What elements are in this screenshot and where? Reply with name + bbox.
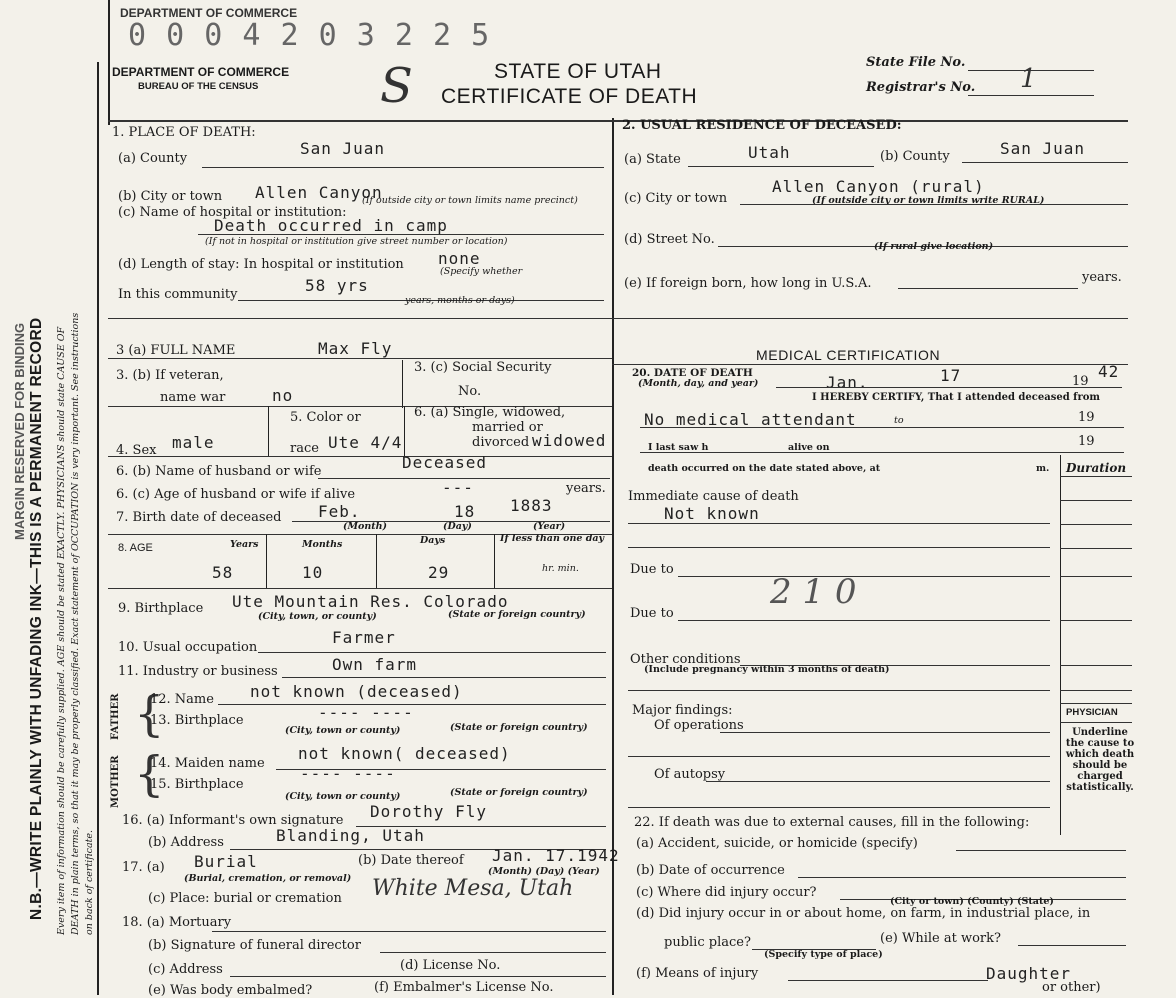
dod-note: (Month, day, and year) — [638, 378, 759, 389]
marital-label-3: divorced — [472, 435, 530, 450]
burial-value: Burial — [194, 852, 258, 871]
handwritten-code: 2 1 0 — [770, 572, 857, 612]
industry-label: 11. Industry or business — [118, 664, 278, 679]
veteran-label: 3. (b) If veteran, — [116, 368, 224, 383]
mortuary-label: 18. (a) Mortuary — [122, 915, 232, 930]
mother-birthplace-value: ---- ---- — [300, 764, 396, 783]
dod-day: 17 — [940, 366, 962, 385]
res-street-note: (If rural give location) — [874, 241, 994, 252]
informant-address-value: Blanding, Utah — [276, 826, 425, 845]
age-months-label: Months — [302, 539, 343, 550]
dod-label: 20. DATE OF DEATH — [632, 367, 753, 379]
duration-label: Duration — [1066, 461, 1127, 475]
spouse-age-years: years. — [566, 481, 606, 496]
age-days-label: Days — [420, 535, 446, 546]
of-autopsy-label: Of autopsy — [654, 767, 726, 782]
father-name-value: not known (deceased) — [250, 682, 463, 701]
father-birthplace-label: 13. Birthplace — [150, 713, 244, 728]
spouse-age-label: 6. (c) Age of husband or wife if alive — [116, 487, 356, 502]
residence-label: 2. USUAL RESIDENCE OF DECEASED: — [622, 118, 902, 133]
county-label: (a) County — [118, 151, 188, 166]
occupation-value: Farmer — [332, 628, 396, 647]
birthplace-note-2: (State or foreign country) — [448, 609, 586, 620]
mother-label: MOTHER — [110, 755, 121, 808]
immediate-cause-label: Immediate cause of death — [628, 489, 799, 504]
ssn-label: 3. (c) Social Security — [414, 360, 552, 375]
dod-19: 19 — [1072, 374, 1089, 389]
fullname-label: 3 (a) FULL NAME — [116, 343, 236, 358]
mother-name-label: 14. Maiden name — [150, 756, 265, 771]
death-occurred-label: death occurred on the date stated above, at — [648, 463, 881, 474]
community-note: years, months or days) — [405, 295, 515, 306]
registrar-label: Registrar's No. — [866, 80, 976, 95]
informant-address-label: (b) Address — [148, 835, 224, 850]
other-conditions-label: Other conditions — [630, 652, 741, 667]
alive-19: 19 — [1078, 434, 1095, 449]
age-years-label: Years — [230, 539, 259, 550]
res-city-value: Allen Canyon (rural) — [772, 177, 985, 196]
father-name-label: 12. Name — [150, 692, 214, 707]
birthplace-label: 9. Birthplace — [118, 601, 204, 616]
res-city-label: (c) City or town — [624, 191, 728, 206]
at-work-label: (e) While at work? — [880, 931, 1001, 946]
birth-year-note: (Year) — [533, 521, 566, 532]
funeral-address-label: (c) Address — [148, 962, 223, 977]
occupation-label: 10. Usual occupation — [118, 640, 258, 655]
external-causes-label: 22. If death was due to external causes, fill in the following: — [634, 815, 1030, 830]
death-occurred-m: m. — [1036, 463, 1050, 474]
res-state-value: Utah — [748, 143, 791, 162]
margin-instructions-1: Every item of information should be carefully supplied. AGE should be stated EXACTLY. PHYSICIANS should state CAUSE OF — [56, 326, 67, 935]
burial-date-note: (Month) (Day) (Year) — [488, 866, 600, 877]
to-label: to — [894, 415, 904, 426]
due-to-2-label: Due to — [630, 606, 674, 621]
handwritten-s-mark: S — [380, 58, 413, 114]
sex-label: 4. Sex — [116, 443, 157, 458]
birth-month: Feb. — [318, 502, 361, 521]
major-findings-label: Major findings: — [632, 703, 733, 718]
mother-birthplace-note-2: (State or foreign country) — [450, 787, 588, 798]
bureau-label: BUREAU OF THE CENSUS — [138, 81, 259, 92]
immediate-cause-value: Not known — [664, 504, 760, 523]
color-label: 5. Color or — [290, 410, 361, 425]
margin-instructions-3: on back of certificate. — [84, 829, 95, 935]
county-value: San Juan — [300, 139, 386, 158]
due-to-1-label: Due to — [630, 562, 674, 577]
mother-name-value: not known( deceased) — [298, 744, 511, 763]
burial-label: 17. (a) — [122, 860, 165, 875]
hospital-value: Death occurred in camp — [214, 216, 448, 235]
father-birthplace-note-1: (City, town or county) — [285, 725, 401, 736]
place-burial-value: White Mesa, Utah — [372, 876, 574, 901]
funeral-director-label: (b) Signature of funeral director — [148, 938, 361, 953]
age-months-value: 10 — [302, 563, 324, 582]
res-street-label: (d) Street No. — [624, 232, 715, 247]
father-label: FATHER — [110, 693, 121, 740]
public-place-label: public place? — [664, 935, 751, 950]
margin-binding: MARGIN RESERVED FOR BINDING — [12, 322, 27, 540]
department-label: DEPARTMENT OF COMMERCE — [112, 65, 290, 79]
marital-label-2: married or — [472, 420, 543, 435]
embalmed-label: (e) Was body embalmed? — [148, 983, 313, 998]
birth-day-note: (Day) — [443, 521, 472, 532]
top-department-stamp: DEPARTMENT OF COMMERCE — [120, 6, 298, 20]
father-birthplace-note-2: (State or foreign country) — [450, 722, 588, 733]
age-lessday-label: If less than one day — [500, 533, 605, 544]
dod-month: Jan. — [826, 373, 869, 392]
marital-label-1: 6. (a) Single, widowed, — [414, 405, 566, 420]
res-city-note: (If outside city or town limits write RURAL) — [812, 195, 1045, 206]
age-label: 8. AGE — [118, 542, 153, 554]
race-value: Ute 4/4 — [328, 433, 403, 452]
date-occurrence-label: (b) Date of occurrence — [636, 863, 785, 878]
public-place-note: (Specify type of place) — [764, 949, 883, 960]
hospital-note: (If not in hospital or institution give street number or location) — [205, 236, 508, 247]
place-burial-label: (c) Place: burial or cremation — [148, 891, 342, 906]
birth-day: 18 — [454, 502, 476, 521]
city-label: (b) City or town — [118, 189, 223, 204]
embalmer-license-label: (f) Embalmer's License No. — [374, 980, 554, 995]
age-hr-min: hr. min. — [542, 563, 579, 574]
ssn-no: No. — [458, 384, 482, 399]
margin-instructions-2: DEATH in plain terms, so that it may be properly classified. Exact statement of OCCUPATION is very important. See instructions — [70, 312, 81, 935]
where-injury-note: (City or town) (County) (State) — [890, 896, 1054, 907]
informant-value: Dorothy Fly — [370, 802, 487, 821]
accident-label: (a) Accident, suicide, or homicide (specify) — [636, 836, 918, 851]
burial-note: (Burial, cremation, or removal) — [184, 873, 352, 884]
burial-date-label: (b) Date thereof — [358, 853, 464, 868]
race-label: race — [290, 441, 319, 456]
state-title: STATE OF UTAH — [494, 60, 662, 83]
physician-label: PHYSICIAN — [1066, 707, 1118, 718]
burial-date-value: Jan. 17.1942 — [492, 846, 620, 865]
community-label: In this community — [118, 287, 238, 302]
certificate-number: 0 0 0 4 2 0 3 2 2 5 — [128, 18, 491, 53]
foreign-years: years. — [1082, 270, 1122, 285]
war-label: name war — [160, 390, 226, 405]
industry-value: Own farm — [332, 655, 418, 674]
spouse-label: 6. (b) Name of husband or wife — [116, 464, 322, 479]
hospital-label: (c) Name of hospital or institution: — [118, 205, 347, 220]
physician-note: Underline the cause to which death should be charged statistically. — [1065, 727, 1135, 793]
age-days-value: 29 — [428, 563, 450, 582]
birth-label: 7. Birth date of deceased — [116, 510, 282, 525]
mother-birthplace-note-1: (City, town or county) — [285, 791, 401, 802]
license-label: (d) License No. — [400, 958, 501, 973]
spouse-value: Deceased — [402, 453, 488, 472]
res-county-value: San Juan — [1000, 139, 1086, 158]
last-saw-label: I last saw h — [648, 442, 709, 453]
war-value: no — [272, 386, 294, 405]
mother-birthplace-label: 15. Birthplace — [150, 777, 244, 792]
stay-note: (Specify whether — [440, 266, 523, 277]
of-operations-label: Of operations — [654, 718, 744, 733]
attendant-value: No medical attendant — [644, 410, 857, 429]
other-conditions-note: (Include pregnancy within 3 months of death) — [644, 664, 890, 675]
home-injury-label: (d) Did injury occur in or about home, on farm, in industrial place, in — [636, 906, 1091, 921]
last-saw-19: 19 — [1078, 410, 1095, 425]
medical-cert-title: MEDICAL CERTIFICATION — [756, 347, 941, 363]
age-years-value: 58 — [212, 563, 234, 582]
certify-label: I HEREBY CERTIFY, That I attended deceased from — [812, 392, 1101, 403]
sex-value: male — [172, 433, 215, 452]
stay-value: none — [438, 249, 481, 268]
registrar-value: 1 — [1020, 64, 1037, 94]
city-value: Allen Canyon — [255, 183, 383, 202]
where-injury-label: (c) Where did injury occur? — [636, 885, 817, 900]
city-note: (If outside city or town limits name precinct) — [362, 195, 578, 206]
birth-year: 1883 — [510, 496, 553, 515]
res-county-label: (b) County — [880, 149, 950, 164]
certificate-title: CERTIFICATE OF DEATH — [441, 85, 698, 108]
fullname-value: Max Fly — [318, 339, 393, 358]
informant-label: 16. (a) Informant's own signature — [122, 813, 344, 828]
father-birthplace-value: ---- ---- — [318, 703, 414, 722]
state-file-label: State File No. — [866, 55, 966, 70]
relationship-value: Daughter — [986, 964, 1072, 983]
foreign-label: (e) If foreign born, how long in U.S.A. — [624, 276, 872, 291]
dod-year: 42 — [1098, 362, 1120, 381]
community-value: 58 yrs — [305, 276, 369, 295]
or-other-label: or other) — [1042, 980, 1101, 995]
marital-value: widowed — [532, 431, 607, 450]
stay-label: (d) Length of stay: In hospital or institution — [118, 257, 404, 272]
alive-on-label: alive on — [788, 442, 830, 453]
birth-month-note: (Month) — [343, 521, 388, 532]
birthplace-note-1: (City, town, or county) — [258, 611, 377, 622]
birthplace-value: Ute Mountain Res. Colorado — [232, 592, 509, 611]
margin-permanent-record: N.B.—WRITE PLAINLY WITH UNFADING INK—THIS IS A PERMANENT RECORD — [28, 317, 45, 920]
means-injury-label: (f) Means of injury — [636, 966, 759, 981]
res-state-label: (a) State — [624, 152, 681, 167]
spouse-age-value: --- — [442, 478, 474, 497]
place-of-death-label: 1. PLACE OF DEATH: — [112, 125, 256, 140]
